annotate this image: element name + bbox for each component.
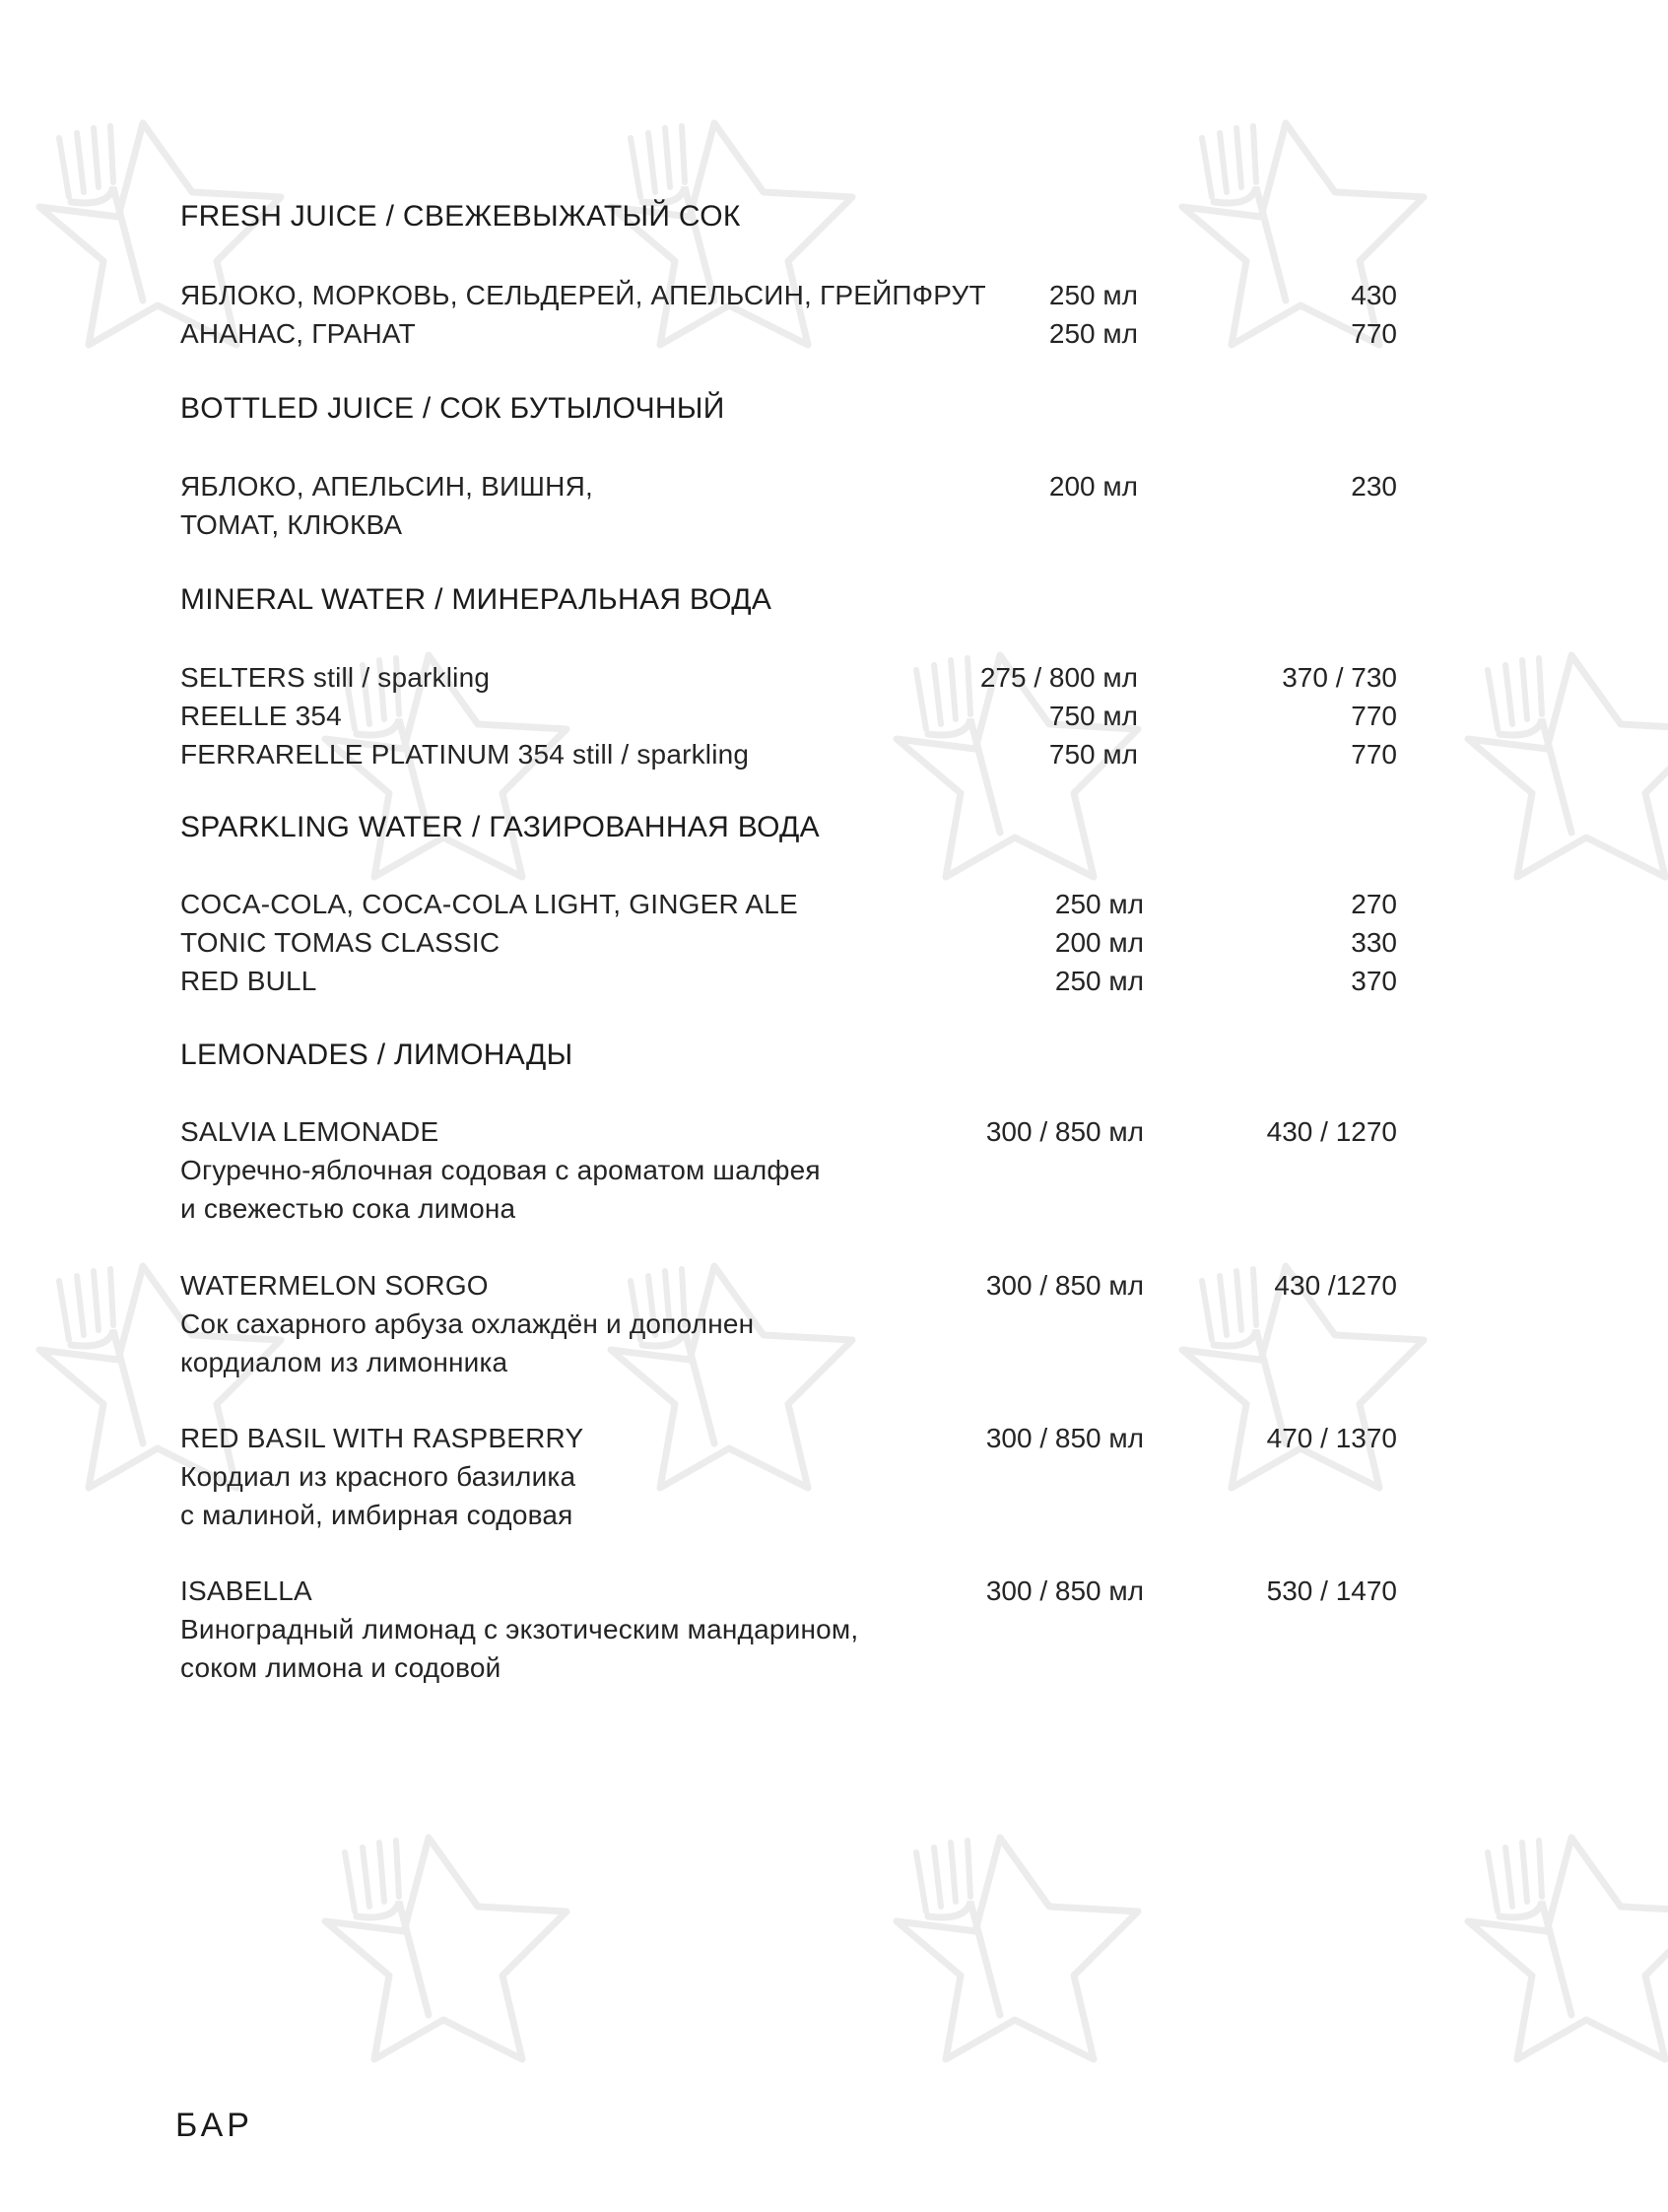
item-volume: 750 мл xyxy=(1048,739,1138,770)
item-price: 370 / 730 xyxy=(1282,662,1397,693)
section-title-mineral-water: MINERAL WATER / МИНЕРАЛЬНАЯ ВОДА xyxy=(180,583,772,616)
item-volume: 300 / 850 мл xyxy=(985,1423,1144,1453)
item-price: 430 /1270 xyxy=(1274,1270,1397,1301)
item-description: и свежестью сока лимона xyxy=(180,1193,516,1224)
item-volume: 300 / 850 мл xyxy=(985,1575,1144,1606)
item-name: TONIC TOMAS CLASSIC xyxy=(180,927,500,958)
item-name: SELTERS still / sparkling xyxy=(180,662,491,693)
item-price: 270 xyxy=(1351,889,1397,919)
item-volume: 250 мл xyxy=(1048,318,1138,349)
item-price: 470 / 1370 xyxy=(1266,1423,1397,1453)
item-name: REELLE 354 xyxy=(180,701,342,731)
item-name: RED BASIL WITH RASPBERRY xyxy=(180,1423,584,1453)
item-name: COCA-COLA, COCA-COLA LIGHT, GINGER ALE xyxy=(180,889,798,919)
item-price: 430 xyxy=(1351,280,1397,310)
item-description: кордиалом из лимонника xyxy=(180,1347,508,1377)
section-title-fresh-juice: FRESH JUICE / СВЕЖЕВЫЖАТЫЙ СОК xyxy=(180,200,741,233)
item-name: АНАНАС, ГРАНАТ xyxy=(180,318,416,349)
item-price: 770 xyxy=(1351,701,1397,731)
item-volume: 250 мл xyxy=(1054,966,1144,996)
item-name: RED BULL xyxy=(180,966,317,996)
item-volume: 200 мл xyxy=(1054,927,1144,958)
item-volume: 250 мл xyxy=(1048,280,1138,310)
section-title-lemonades: LEMONADES / ЛИМОНАДЫ xyxy=(180,1039,573,1071)
item-volume: 200 мл xyxy=(1048,471,1138,502)
item-name-continued: ТОМАТ, КЛЮКВА xyxy=(180,509,403,540)
item-name: ISABELLA xyxy=(180,1575,312,1606)
item-price: 770 xyxy=(1351,739,1397,770)
item-volume: 300 / 850 мл xyxy=(985,1270,1144,1301)
item-name: ЯБЛОКО, МОРКОВЬ, СЕЛЬДЕРЕЙ, АПЕЛЬСИН, ГРЕЙПФРУТ xyxy=(180,280,986,310)
item-price: 330 xyxy=(1351,927,1397,958)
page-footer-label: БАР xyxy=(175,2107,253,2144)
item-description: соком лимона и содовой xyxy=(180,1652,501,1683)
item-volume: 300 / 850 мл xyxy=(985,1116,1144,1147)
item-description: Виноградный лимонад с экзотическим мандарином, xyxy=(180,1614,859,1644)
item-volume: 250 мл xyxy=(1054,889,1144,919)
item-volume: 750 мл xyxy=(1048,701,1138,731)
item-price: 530 / 1470 xyxy=(1266,1575,1397,1606)
section-title-bottled-juice: BOTTLED JUICE / СОК БУТЫЛОЧНЫЙ xyxy=(180,392,725,425)
item-price: 230 xyxy=(1351,471,1397,502)
item-name: SALVIA LEMONADE xyxy=(180,1116,439,1147)
item-price: 430 / 1270 xyxy=(1266,1116,1397,1147)
item-volume: 275 / 800 мл xyxy=(979,662,1138,693)
item-description: с малиной, имбирная содовая xyxy=(180,1500,573,1530)
item-name: ЯБЛОКО, АПЕЛЬСИН, ВИШНЯ, xyxy=(180,471,593,502)
section-title-sparkling-water: SPARKLING WATER / ГАЗИРОВАННАЯ ВОДА xyxy=(180,811,820,843)
item-price: 770 xyxy=(1351,318,1397,349)
item-name: WATERMELON SORGO xyxy=(180,1270,489,1301)
item-price: 370 xyxy=(1351,966,1397,996)
item-description: Сок сахарного арбуза охлаждён и дополнен xyxy=(180,1308,755,1339)
item-description: Огуречно-яблочная содовая с ароматом шалфея xyxy=(180,1155,821,1185)
item-name: FERRARELLE PLATINUM 354 still / sparkling xyxy=(180,739,750,770)
item-description: Кордиал из красного базилика xyxy=(180,1461,576,1492)
